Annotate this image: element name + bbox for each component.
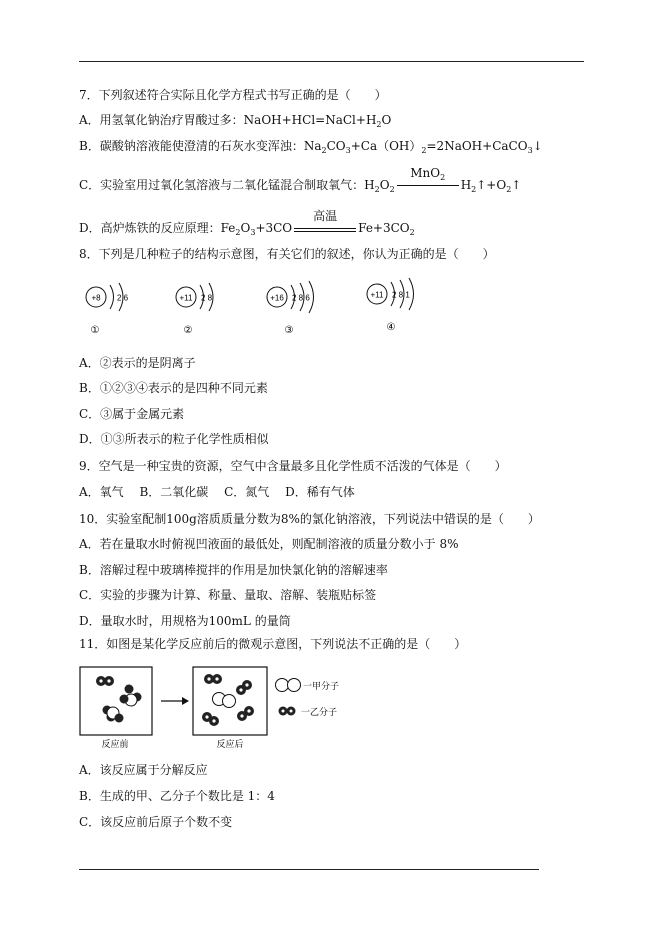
- atom-3-nucleus: +16: [270, 293, 284, 303]
- atom-4-shells: 2 8 1: [392, 290, 410, 300]
- q8-stem: 8．下列是几种粒子的结构示意图，有关它们的叙述，你认为正确的是（ ）: [79, 247, 495, 261]
- atom-4-nucleus: +11: [370, 290, 384, 300]
- atom-diagram-1: [81, 277, 151, 339]
- q10-option-c: C．实验的步骤为计算、称量、量取、溶解、装瓶贴标签: [79, 588, 377, 602]
- atom-diagram-2: [171, 277, 241, 339]
- q10-stem: 10．实验室配制100g溶质质量分数为8%的氯化钠溶液，下列说法中错误的是（ ）: [79, 512, 540, 526]
- atom-1-svg: [81, 277, 151, 339]
- reaction-condition-arrow: MnO$_2$: [397, 178, 459, 194]
- reaction-micro-diagram: [79, 663, 379, 749]
- atom-diagram-3: [262, 277, 332, 339]
- q11-stem: 11．如图是某化学反应前后的微观示意图，下列说法不正确的是（ ）: [79, 637, 467, 651]
- q10-option-a: A．若在量取水时俯视凹液面的最低处，则配制溶液的质量分数小于 8%: [79, 537, 459, 551]
- q9-options: A．氧气 B．二氧化碳 C．氮气 D．稀有气体: [79, 485, 355, 499]
- q10-option-b: B．溶解过程中玻璃棒搅拌的作用是加快氯化钠的溶解速率: [79, 563, 388, 577]
- legend-a-icon: [276, 679, 289, 692]
- q8-option-b: B．①②③④表示的是四种不同元素: [79, 381, 268, 395]
- q8-option-c: C．③属于金属元素: [79, 407, 185, 421]
- atom-3-label: ③: [284, 325, 294, 336]
- atom-2-label: ②: [183, 325, 193, 336]
- q11-option-c: C．该反应前后原子个数不变: [79, 815, 233, 829]
- reaction-diagram-svg: [79, 663, 379, 749]
- atom-2-nucleus: +11: [179, 293, 193, 303]
- legend-b-label: 一乙分子: [301, 708, 338, 718]
- q10-option-d: D．量取水时，用规格为100mL 的量筒: [79, 614, 291, 628]
- atom-1-nucleus: +8: [91, 293, 101, 303]
- atom-diagram-4: [364, 277, 434, 339]
- atom-4-label: ④: [386, 322, 396, 333]
- q8-option-d: D．①③所表示的粒子化学性质相似: [79, 432, 269, 446]
- atom-2-shells: 2 8: [201, 293, 213, 303]
- reaction-condition-equals: 高温: [294, 221, 356, 237]
- atom-3-svg: [262, 277, 332, 339]
- atom-structure-diagrams: [79, 277, 419, 339]
- q11-option-a: A．该反应属于分解反应: [79, 763, 208, 777]
- atom-1-shells: 2 6: [117, 293, 129, 303]
- after-label: 反应后: [216, 740, 244, 749]
- q7-option-b: B．碳酸钠溶液能使澄清的石灰水变浑浊：$Na_2CO_3+Ca(OH)_2=2NaOH+CaCO_3↓$: [79, 139, 543, 155]
- atom-3-shells: 2 8 6: [292, 293, 310, 303]
- q7-stem: 7．下列叙述符合实际且化学方程式书写正确的是（ ）: [79, 88, 387, 102]
- q7-option-c: C．实验室用过氧化氢溶液与二氧化锰混合制取氧气：$H_2O_2$ MnO$_2$ $H_2↑+O_2↑$: [79, 165, 522, 194]
- before-label: 反应前: [101, 740, 129, 749]
- q9-stem: 9．空气是一种宝贵的资源，空气中含量最多且化学性质不活泼的气体是（ ）: [79, 459, 507, 473]
- header-rule: [79, 61, 584, 62]
- q7-option-a: A．用氢氧化钠治疗胃酸过多：$NaOH+HCl=NaCl+H_2O$: [79, 113, 392, 129]
- q11-option-b: B．生成的甲、乙分子个数比是 1：4: [79, 789, 275, 803]
- footer-rule: [79, 869, 539, 870]
- q7-option-d: D．高炉炼铁的反应原理：$Fe_2O_3+3CO$ 高温 $Fe+3CO_2$: [79, 208, 415, 237]
- before-box: [80, 667, 152, 735]
- legend-a-label: 一甲分子: [303, 682, 340, 692]
- atom-2-svg: [171, 277, 241, 339]
- q8-option-a: A．②表示的是阴离子: [79, 356, 196, 370]
- atom-1-label: ①: [90, 325, 100, 336]
- atom-4-svg: [364, 277, 434, 339]
